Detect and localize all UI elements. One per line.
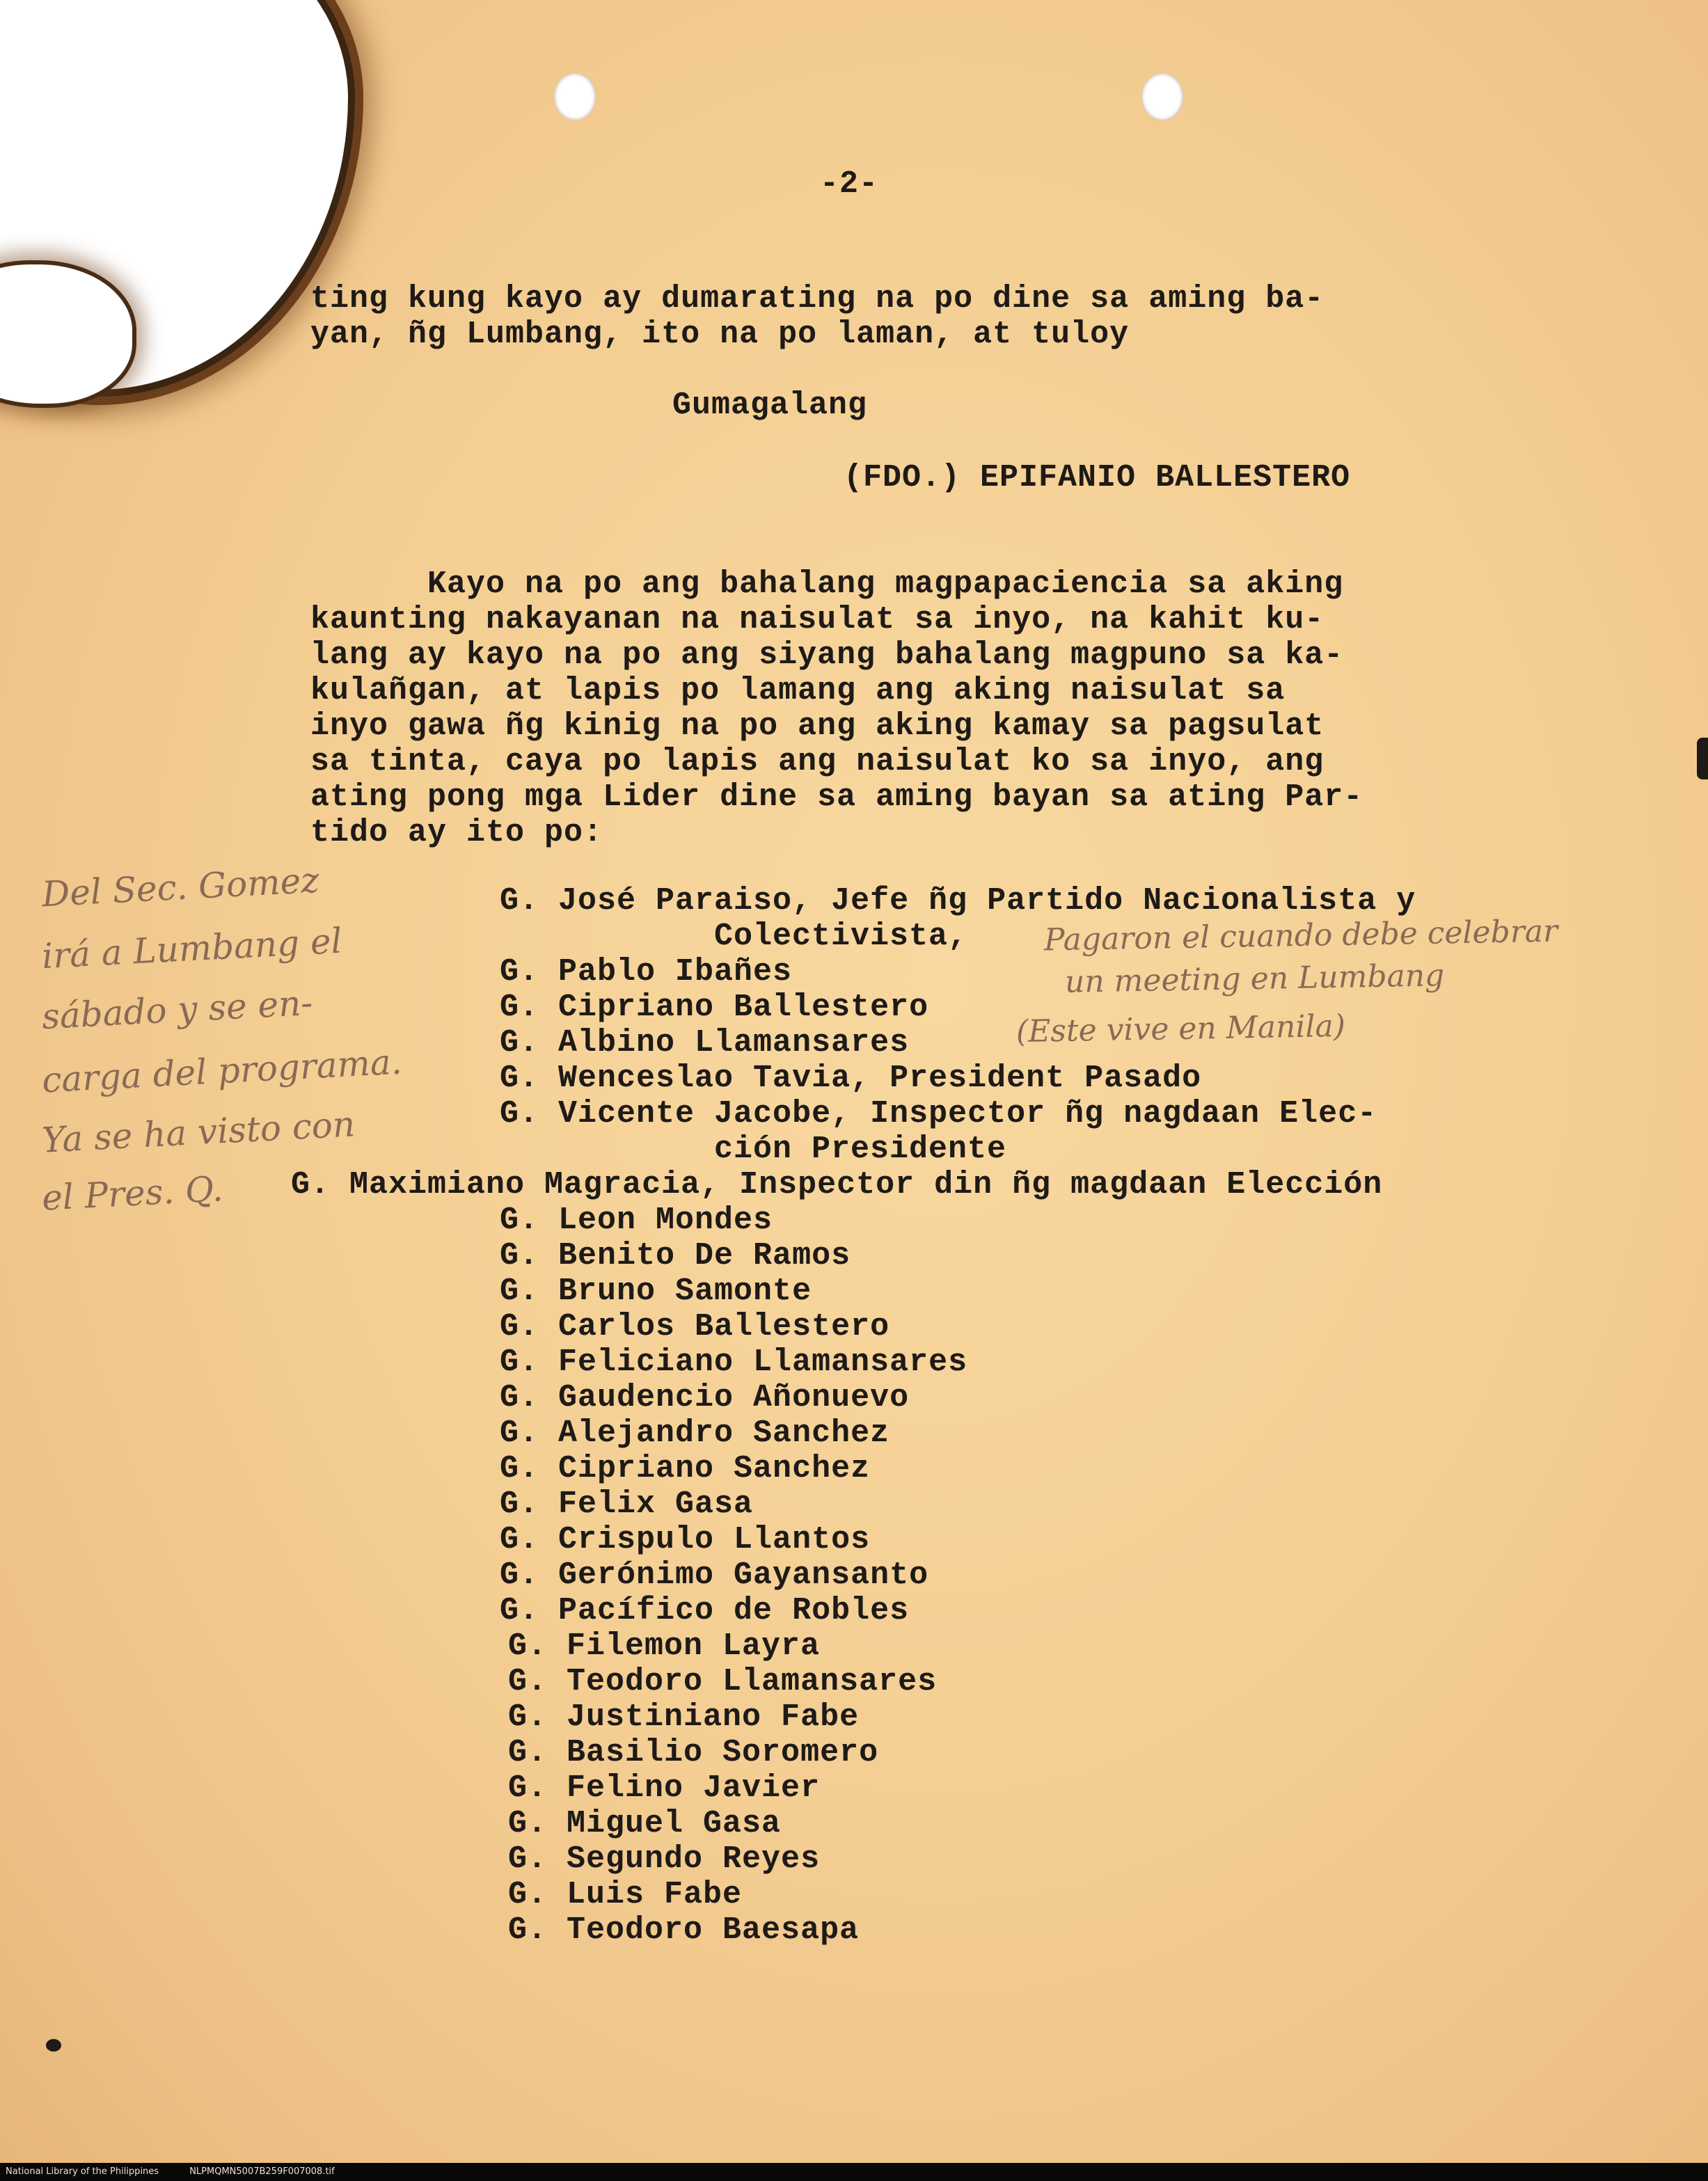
text-line: sa tinta, caya po lapis ang naisulat ko sa inyo, ang xyxy=(310,744,1325,779)
handwritten-note-left-3: sábado y se en- xyxy=(40,982,314,1038)
list-item-continued: Colectivista, xyxy=(714,919,968,954)
ink-dot xyxy=(46,2039,61,2052)
footer-file-id: NLPMQMN5007B259F007008.tif xyxy=(189,2166,335,2177)
list-item: G. Luis Fabe xyxy=(508,1877,743,1912)
signature: (FDO.) EPIFANIO BALLESTERO xyxy=(844,460,1351,495)
text-line: Kayo na po ang bahalang magpapaciencia sa aking xyxy=(310,566,1344,602)
list-item: G. Bruno Samonte xyxy=(500,1274,812,1309)
list-item: G. Alejandro Sanchez xyxy=(500,1415,890,1451)
list-item: G. José Paraiso, Jefe ñg Partido Nacionalista y xyxy=(500,883,1416,919)
list-item: G. Benito De Ramos xyxy=(500,1238,851,1274)
list-item: G. Pablo Ibañes xyxy=(500,954,793,990)
text-line: kulañgan, at lapis po lamang ang aking naisulat sa xyxy=(310,673,1286,708)
list-item: G. Justiniano Fabe xyxy=(508,1699,860,1735)
text-line: tido ay ito po: xyxy=(310,815,603,850)
list-item: G. Vicente Jacobe, Inspector ñg nagdaan Elec- xyxy=(500,1096,1377,1132)
text-line: yan, ñg Lumbang, ito na po laman, at tuloy xyxy=(310,317,1130,352)
list-item: G. Pacífico de Robles xyxy=(500,1593,910,1628)
list-item: G. Segundo Reyes xyxy=(508,1841,821,1877)
list-item: G. Feliciano Llamansares xyxy=(500,1345,968,1380)
handwritten-note-right-1: Pagaron el cuando debe celebrar xyxy=(1043,913,1558,958)
footer-library-name: National Library of the Philippines xyxy=(6,2166,159,2177)
handwritten-note-left-5: Ya se ha visto con xyxy=(40,1104,356,1161)
list-item: G. Filemon Layra xyxy=(508,1628,821,1664)
list-item: G. Felix Gasa xyxy=(500,1486,754,1522)
list-item: G. Cipriano Sanchez xyxy=(500,1451,871,1486)
closing-salutation: Gumagalang xyxy=(672,388,868,423)
list-item: G. Crispulo Llantos xyxy=(500,1522,871,1557)
list-item: G. Teodoro Llamansares xyxy=(508,1664,938,1699)
list-item: G. Miguel Gasa xyxy=(508,1806,782,1841)
list-item: G. Basilio Soromero xyxy=(508,1735,879,1770)
list-item: G. Maximiano Magracia, Inspector din ñg magdaan Elección xyxy=(291,1167,1383,1203)
page-number: -2- xyxy=(820,166,879,202)
text-line: ating pong mga Lider dine sa aming bayan sa ating Par- xyxy=(310,779,1363,815)
list-item: G. Teodoro Baesapa xyxy=(508,1912,860,1948)
punch-hole-left xyxy=(554,73,596,120)
list-item: G. Felino Javier xyxy=(508,1770,821,1806)
list-item: G. Wenceslao Tavia, President Pasado xyxy=(500,1061,1202,1096)
list-item-continued: ción Presidente xyxy=(714,1132,1007,1167)
handwritten-note-left-2: irá a Lumbang el xyxy=(40,920,343,977)
list-item: G. Albino Llamansares xyxy=(500,1025,910,1061)
punch-hole-right xyxy=(1141,73,1183,120)
scan-footer xyxy=(0,2163,1708,2181)
handwritten-note-right-2: un meeting en Lumbang xyxy=(1064,958,1445,1000)
edge-mark xyxy=(1697,738,1708,779)
list-item: G. Gerónimo Gayansanto xyxy=(500,1557,929,1593)
list-item: G. Cipriano Ballestero xyxy=(500,990,929,1025)
list-item: G. Carlos Ballestero xyxy=(500,1309,890,1345)
handwritten-note-left-4: carga del programa. xyxy=(40,1041,403,1101)
text-line: lang ay kayo na po ang siyang bahalang magpuno sa ka- xyxy=(310,637,1344,673)
text-line: ting kung kayo ay dumarating na po dine sa aming ba- xyxy=(310,281,1325,317)
list-item: G. Leon Mondes xyxy=(500,1203,773,1238)
text-line: inyo gawa ñg kinig na po ang aking kamay sa pagsulat xyxy=(310,708,1325,744)
text-line: kaunting nakayanan na naisulat sa inyo, na kahit ku- xyxy=(310,602,1325,637)
handwritten-note-right-3: (Este vive en Manila) xyxy=(1015,1008,1346,1050)
handwritten-note-left-1: Del Sec. Gomez xyxy=(40,859,320,915)
handwritten-note-left-6: el Pres. Q. xyxy=(40,1168,224,1219)
list-item: G. Gaudencio Añonuevo xyxy=(500,1380,910,1415)
